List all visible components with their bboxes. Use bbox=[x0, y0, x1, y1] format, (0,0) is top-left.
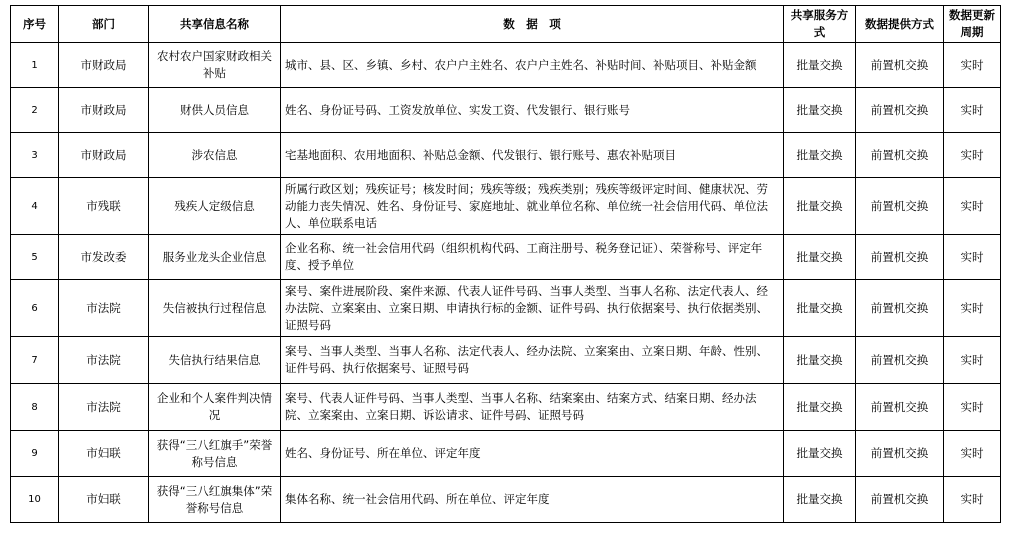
cell-share-mode: 批量交换 bbox=[784, 280, 856, 337]
cell-share-name: 农村农户国家财政相关补贴 bbox=[149, 43, 281, 88]
cell-share-name: 获得“三八红旗集体”荣誉称号信息 bbox=[149, 477, 281, 523]
cell-index: 1 bbox=[11, 43, 59, 88]
cell-department: 市财政局 bbox=[59, 43, 149, 88]
cell-provide-mode: 前置机交换 bbox=[856, 88, 944, 133]
cell-index: 7 bbox=[11, 337, 59, 384]
cell-index: 10 bbox=[11, 477, 59, 523]
cell-department: 市残联 bbox=[59, 178, 149, 235]
table-row bbox=[11, 431, 1001, 477]
cell-provide-mode: 前置机交换 bbox=[856, 337, 944, 384]
cell-index: 6 bbox=[11, 280, 59, 337]
cell-department: 市财政局 bbox=[59, 88, 149, 133]
cell-provide-mode: 前置机交换 bbox=[856, 477, 944, 523]
cell-update-cycle: 实时 bbox=[944, 133, 1001, 178]
cell-update-cycle: 实时 bbox=[944, 431, 1001, 477]
cell-department: 市财政局 bbox=[59, 133, 149, 178]
cell-data-items: 所属行政区划；残疾证号；核发时间；残疾等级；残疾类别；残疾等级评定时间、健康状况、劳动能力丧失情况、姓名、身份证号、家庭地址、就业单位名称、单位统一社会信用代码、单位法人、单位联系电话 bbox=[281, 178, 784, 235]
table-row bbox=[11, 337, 1001, 384]
cell-index: 2 bbox=[11, 88, 59, 133]
cell-share-name: 失信被执行过程信息 bbox=[149, 280, 281, 337]
table-row bbox=[11, 477, 1001, 523]
cell-index: 3 bbox=[11, 133, 59, 178]
cell-index: 4 bbox=[11, 178, 59, 235]
cell-share-mode: 批量交换 bbox=[784, 384, 856, 431]
header-update-cycle: 数据更新周期 bbox=[944, 6, 1001, 43]
cell-data-items: 案号、当事人类型、当事人名称、法定代表人、经办法院、立案案由、立案日期、年龄、性别、证件号码、执行依据案号、证照号码 bbox=[281, 337, 784, 384]
cell-update-cycle: 实时 bbox=[944, 384, 1001, 431]
cell-update-cycle: 实时 bbox=[944, 235, 1001, 280]
cell-share-name: 财供人员信息 bbox=[149, 88, 281, 133]
cell-data-items: 案号、案件进展阶段、案件来源、代表人证件号码、当事人类型、当事人名称、法定代表人、经办法院、立案案由、立案日期、申请执行标的金额、证件号码、执行依据案号、执行依据类别、证照号码 bbox=[281, 280, 784, 337]
cell-index: 5 bbox=[11, 235, 59, 280]
cell-data-items: 案号、代表人证件号码、当事人类型、当事人名称、结案案由、结案方式、结案日期、经办法院、立案案由、立案日期、诉讼请求、证件号码、证照号码 bbox=[281, 384, 784, 431]
cell-data-items: 姓名、身份证号码、工资发放单位、实发工资、代发银行、银行账号 bbox=[281, 88, 784, 133]
cell-data-items: 姓名、身份证号、所在单位、评定年度 bbox=[281, 431, 784, 477]
cell-provide-mode: 前置机交换 bbox=[856, 280, 944, 337]
cell-department: 市法院 bbox=[59, 280, 149, 337]
header-data-items: 数 据 项 bbox=[281, 6, 784, 43]
cell-share-name: 企业和个人案件判决情况 bbox=[149, 384, 281, 431]
header-share-name: 共享信息名称 bbox=[149, 6, 281, 43]
cell-share-name: 涉农信息 bbox=[149, 133, 281, 178]
cell-department: 市法院 bbox=[59, 337, 149, 384]
header-department: 部门 bbox=[59, 6, 149, 43]
cell-share-mode: 批量交换 bbox=[784, 337, 856, 384]
cell-data-items: 集体名称、统一社会信用代码、所在单位、评定年度 bbox=[281, 477, 784, 523]
cell-share-mode: 批量交换 bbox=[784, 133, 856, 178]
cell-data-items: 城市、县、区、乡镇、乡村、农户户主姓名、农户户主姓名、补贴时间、补贴项目、补贴金额 bbox=[281, 43, 784, 88]
cell-update-cycle: 实时 bbox=[944, 280, 1001, 337]
header-index: 序号 bbox=[11, 6, 59, 43]
cell-provide-mode: 前置机交换 bbox=[856, 384, 944, 431]
cell-provide-mode: 前置机交换 bbox=[856, 133, 944, 178]
cell-share-mode: 批量交换 bbox=[784, 235, 856, 280]
cell-update-cycle: 实时 bbox=[944, 178, 1001, 235]
cell-share-mode: 批量交换 bbox=[784, 43, 856, 88]
cell-update-cycle: 实时 bbox=[944, 477, 1001, 523]
cell-update-cycle: 实时 bbox=[944, 88, 1001, 133]
table-header-row bbox=[11, 6, 1001, 43]
data-sharing-table bbox=[10, 5, 1001, 523]
cell-index: 9 bbox=[11, 431, 59, 477]
cell-data-items: 宅基地面积、农用地面积、补贴总金额、代发银行、银行账号、惠农补贴项目 bbox=[281, 133, 784, 178]
cell-data-items: 企业名称、统一社会信用代码（组织机构代码、工商注册号、税务登记证）、荣誉称号、评定年度、授予单位 bbox=[281, 235, 784, 280]
table-row bbox=[11, 384, 1001, 431]
cell-department: 市妇联 bbox=[59, 431, 149, 477]
cell-provide-mode: 前置机交换 bbox=[856, 178, 944, 235]
cell-department: 市妇联 bbox=[59, 477, 149, 523]
cell-provide-mode: 前置机交换 bbox=[856, 431, 944, 477]
table-row bbox=[11, 280, 1001, 337]
cell-index: 8 bbox=[11, 384, 59, 431]
table-row bbox=[11, 133, 1001, 178]
cell-update-cycle: 实时 bbox=[944, 337, 1001, 384]
cell-department: 市发改委 bbox=[59, 235, 149, 280]
cell-share-name: 获得“三八红旗手”荣誉称号信息 bbox=[149, 431, 281, 477]
cell-share-mode: 批量交换 bbox=[784, 477, 856, 523]
cell-share-mode: 批量交换 bbox=[784, 178, 856, 235]
cell-share-mode: 批量交换 bbox=[784, 88, 856, 133]
cell-share-name: 残疾人定级信息 bbox=[149, 178, 281, 235]
header-provide-mode: 数据提供方式 bbox=[856, 6, 944, 43]
table-row bbox=[11, 43, 1001, 88]
cell-share-mode: 批量交换 bbox=[784, 431, 856, 477]
cell-provide-mode: 前置机交换 bbox=[856, 43, 944, 88]
cell-department: 市法院 bbox=[59, 384, 149, 431]
header-share-mode: 共享服务方式 bbox=[784, 6, 856, 43]
cell-update-cycle: 实时 bbox=[944, 43, 1001, 88]
cell-provide-mode: 前置机交换 bbox=[856, 235, 944, 280]
table-row bbox=[11, 88, 1001, 133]
table-row bbox=[11, 178, 1001, 235]
cell-share-name: 服务业龙头企业信息 bbox=[149, 235, 281, 280]
cell-share-name: 失信执行结果信息 bbox=[149, 337, 281, 384]
table-row bbox=[11, 235, 1001, 280]
